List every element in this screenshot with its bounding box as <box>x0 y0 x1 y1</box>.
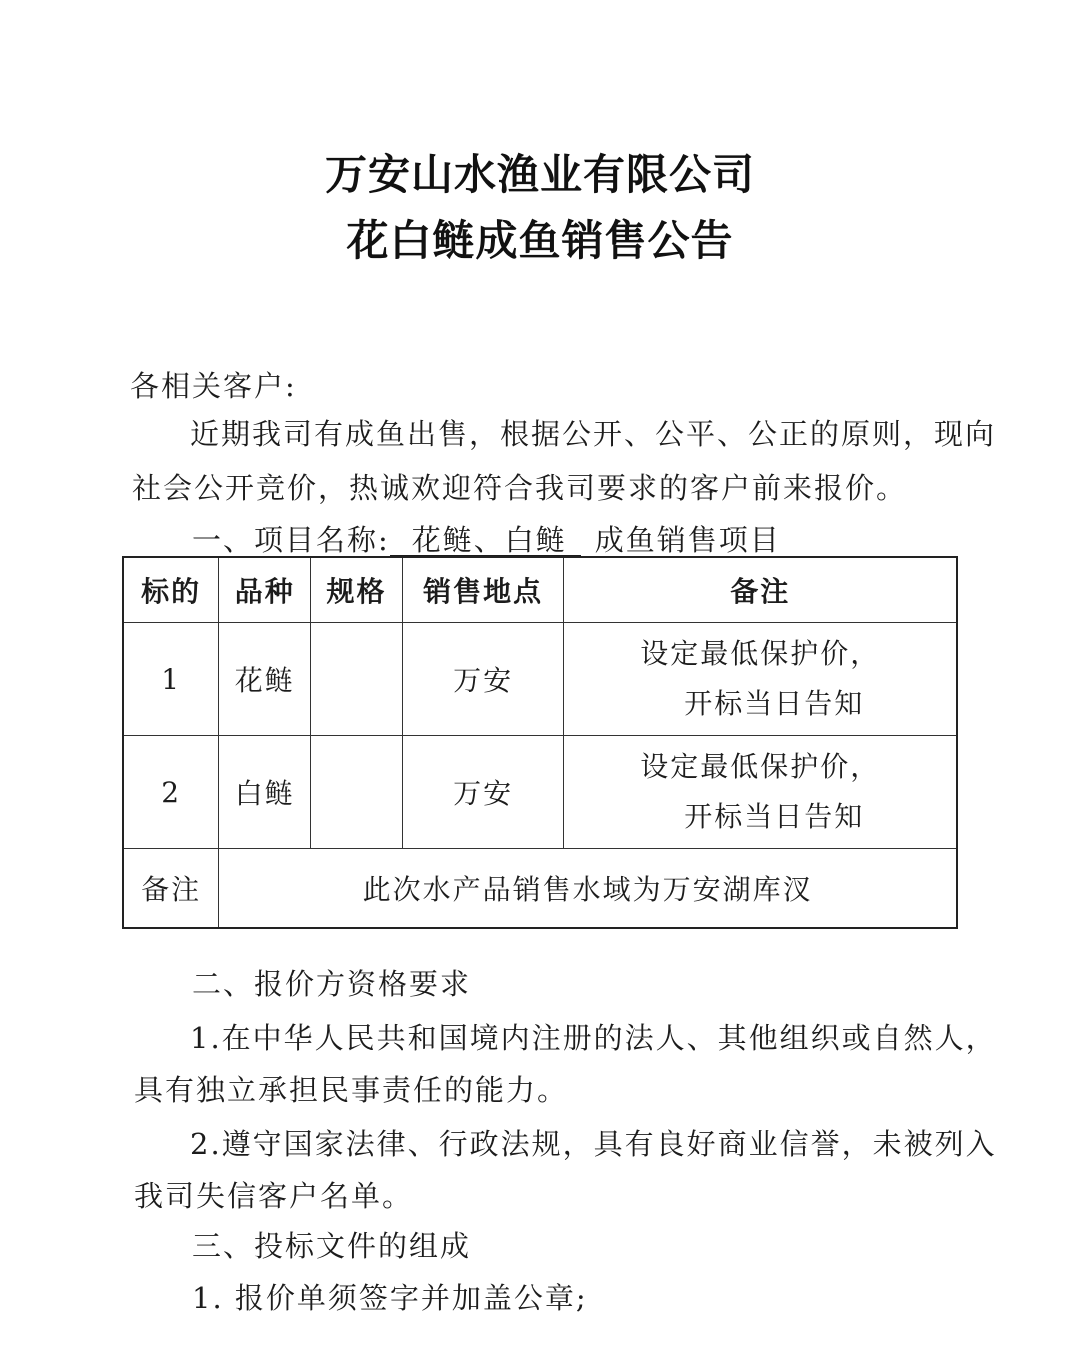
section1-prefix: 一、项目名称: <box>192 523 390 557</box>
cell-note <box>564 736 957 849</box>
table-row <box>123 623 957 736</box>
document-item-1: 1. 报价单须签字并加盖公章; <box>192 1281 588 1315</box>
bid-table <box>122 556 958 929</box>
cell-location: 万安 <box>402 736 564 849</box>
header-location: 销售地点 <box>402 557 564 623</box>
section1-suffix: 成鱼销售项目 <box>594 523 781 557</box>
cell-variety: 白鲢 <box>219 736 311 849</box>
section3-heading: 三、投标文件的组成 <box>192 1229 472 1263</box>
note-line-1: 设定最低保护价， <box>640 637 881 670</box>
requirement-1-line-2: 具有独立承担民事责任的能力。 <box>134 1073 569 1107</box>
cell-note <box>564 623 957 736</box>
header-spec: 规格 <box>311 557 403 623</box>
requirement-2-line-2: 我司失信客户名单。 <box>134 1179 414 1213</box>
cell-variety: 花鲢 <box>219 623 311 736</box>
section2-heading: 二、报价方资格要求 <box>192 967 472 1001</box>
header-lot: 标的 <box>123 557 219 623</box>
section1-project-name <box>192 518 781 559</box>
note-line-1: 设定最低保护价， <box>640 750 881 783</box>
company-title: 万安山水渔业有限公司 <box>324 150 755 199</box>
note-line-2: 开标当日告知 <box>684 800 865 833</box>
table-header-row <box>123 557 957 623</box>
salutation: 各相关客户: <box>130 369 297 403</box>
cell-lot: 1 <box>123 623 219 736</box>
intro-line-2: 社会公开竞价，热诚欢迎符合我司要求的客户前来报价。 <box>132 471 908 505</box>
cell-spec <box>311 623 403 736</box>
cell-spec <box>311 736 403 849</box>
remark-text: 此次水产品销售水域为万安湖库汊 <box>219 849 957 929</box>
requirement-2-line-1: 2.遵守国家法律、行政法规，具有良好商业信誉，未被列入 <box>190 1127 997 1161</box>
note-line-2: 开标当日告知 <box>684 687 865 720</box>
notice-title: 花白鲢成鱼销售公告 <box>346 216 734 265</box>
table-remark-row <box>123 849 957 929</box>
table-row <box>123 736 957 849</box>
cell-location: 万安 <box>402 623 564 736</box>
remark-label: 备注 <box>123 849 219 929</box>
header-variety: 品种 <box>219 557 311 623</box>
header-note: 备注 <box>564 557 957 623</box>
intro-line-1: 近期我司有成鱼出售，根据公开、公平、公正的原则，现向 <box>190 417 997 451</box>
cell-lot: 2 <box>123 736 219 849</box>
section1-underlined-name: 花鲢、白鲢 <box>390 525 581 557</box>
requirement-1-line-1: 1.在中华人民共和国境内注册的法人、其他组织或自然人， <box>190 1021 997 1055</box>
